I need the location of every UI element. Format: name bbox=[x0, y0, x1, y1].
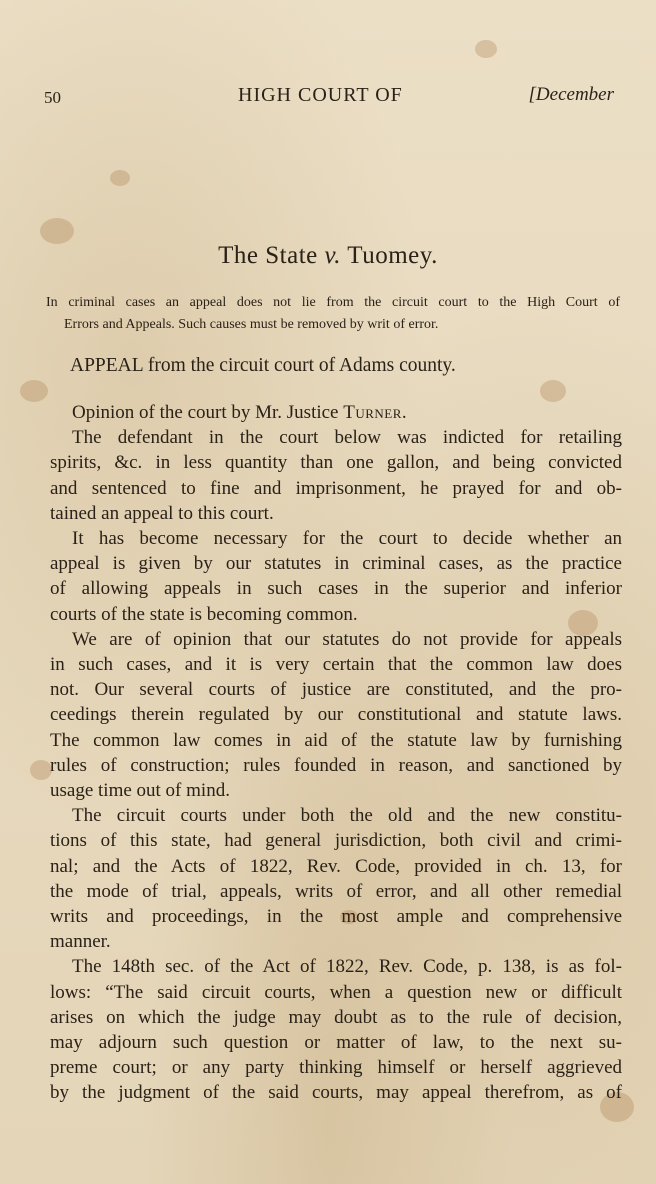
body-line: It has become necessary for the court to decide whether an bbox=[72, 528, 622, 550]
body-line: by the judgment of the said courts, may appeal therefrom, as of bbox=[50, 1082, 622, 1104]
body-line: manner. bbox=[50, 931, 111, 953]
body-line: The defendant in the court below was indicted for retailing bbox=[72, 427, 622, 449]
case-title-prefix: The State bbox=[218, 242, 325, 269]
stain-spot bbox=[110, 170, 130, 186]
body-line: ceedings therein regulated by our constitutional and statute laws. bbox=[50, 704, 622, 726]
body-line: of allowing appeals in such cases in the superior and inferior bbox=[50, 578, 622, 600]
case-title bbox=[0, 242, 656, 270]
case-title-suffix: Tuomey. bbox=[341, 242, 438, 269]
body-line: not. Our several courts of justice are constituted, and the pro- bbox=[50, 679, 622, 701]
body-line: The common law comes in aid of the statute law by furnishing bbox=[50, 729, 622, 751]
body-line: lows: “The said circuit courts, when a question new or difficult bbox=[50, 981, 622, 1003]
running-head: HIGH COURT OF bbox=[238, 84, 403, 106]
body-line: usage time out of mind. bbox=[50, 780, 230, 802]
body-line: nal; and the Acts of 1822, Rev. Code, provided in ch. 13, for bbox=[50, 855, 622, 877]
body-line: may adjourn such question or matter of law, to the next su- bbox=[50, 1032, 622, 1054]
page-number: 50 bbox=[44, 88, 61, 107]
appeal-line: APPEAL from the circuit court of Adams county. bbox=[70, 355, 456, 376]
page-header bbox=[40, 82, 614, 110]
case-title-versus: v. bbox=[324, 242, 341, 269]
stain-spot bbox=[475, 40, 497, 58]
body-line: tained an appeal to this court. bbox=[50, 502, 274, 524]
body-line: writs and proceedings, in the most ample and comprehensive bbox=[50, 906, 622, 928]
body-line: the mode of trial, appeals, writs of error, and all other remedial bbox=[50, 880, 622, 902]
stain-spot bbox=[540, 380, 566, 402]
stain-spot bbox=[20, 380, 48, 402]
opinion-intro-text: Opinion of the court by Mr. Justice bbox=[72, 402, 344, 423]
body-line: in such cases, and it is very certain that the common law does bbox=[50, 654, 622, 676]
syllabus-line: In criminal cases an appeal does not lie from the circuit court to the High Court of bbox=[46, 295, 620, 310]
running-head-month: [December bbox=[528, 84, 614, 105]
stain-spot bbox=[40, 218, 74, 244]
opinion-intro bbox=[50, 400, 622, 425]
body-line: tions of this state, had general jurisdiction, both civil and crimi- bbox=[50, 830, 622, 852]
body-line: appeal is given by our statutes in criminal cases, as the practice bbox=[50, 553, 622, 575]
stain-spot bbox=[30, 760, 52, 780]
body-line: The circuit courts under both the old and the new constitu- bbox=[72, 805, 622, 827]
syllabus-line: Errors and Appeals. Such causes must be removed by writ of error. bbox=[64, 317, 439, 332]
body-line: spirits, &c. in less quantity than one gallon, and being convicted bbox=[50, 452, 622, 474]
body-line: The 148th sec. of the Act of 1822, Rev. Code, p. 138, is as fol- bbox=[72, 956, 622, 978]
body-line: courts of the state is becoming common. bbox=[50, 603, 358, 625]
body-line: rules of construction; rules founded in reason, and sanctioned by bbox=[50, 754, 622, 776]
body-line: and sentenced to fine and imprisonment, he prayed for and ob- bbox=[50, 477, 622, 499]
opinion-body bbox=[50, 400, 622, 1106]
body-line: We are of opinion that our statutes do not provide for appeals bbox=[72, 628, 622, 650]
syllabus bbox=[46, 292, 620, 336]
body-line: arises on which the judge may doubt as to the rule of decision, bbox=[50, 1006, 622, 1028]
body-line: preme court; or any party thinking himself or herself aggrieved bbox=[50, 1057, 622, 1079]
justice-name: Turner. bbox=[343, 402, 408, 423]
